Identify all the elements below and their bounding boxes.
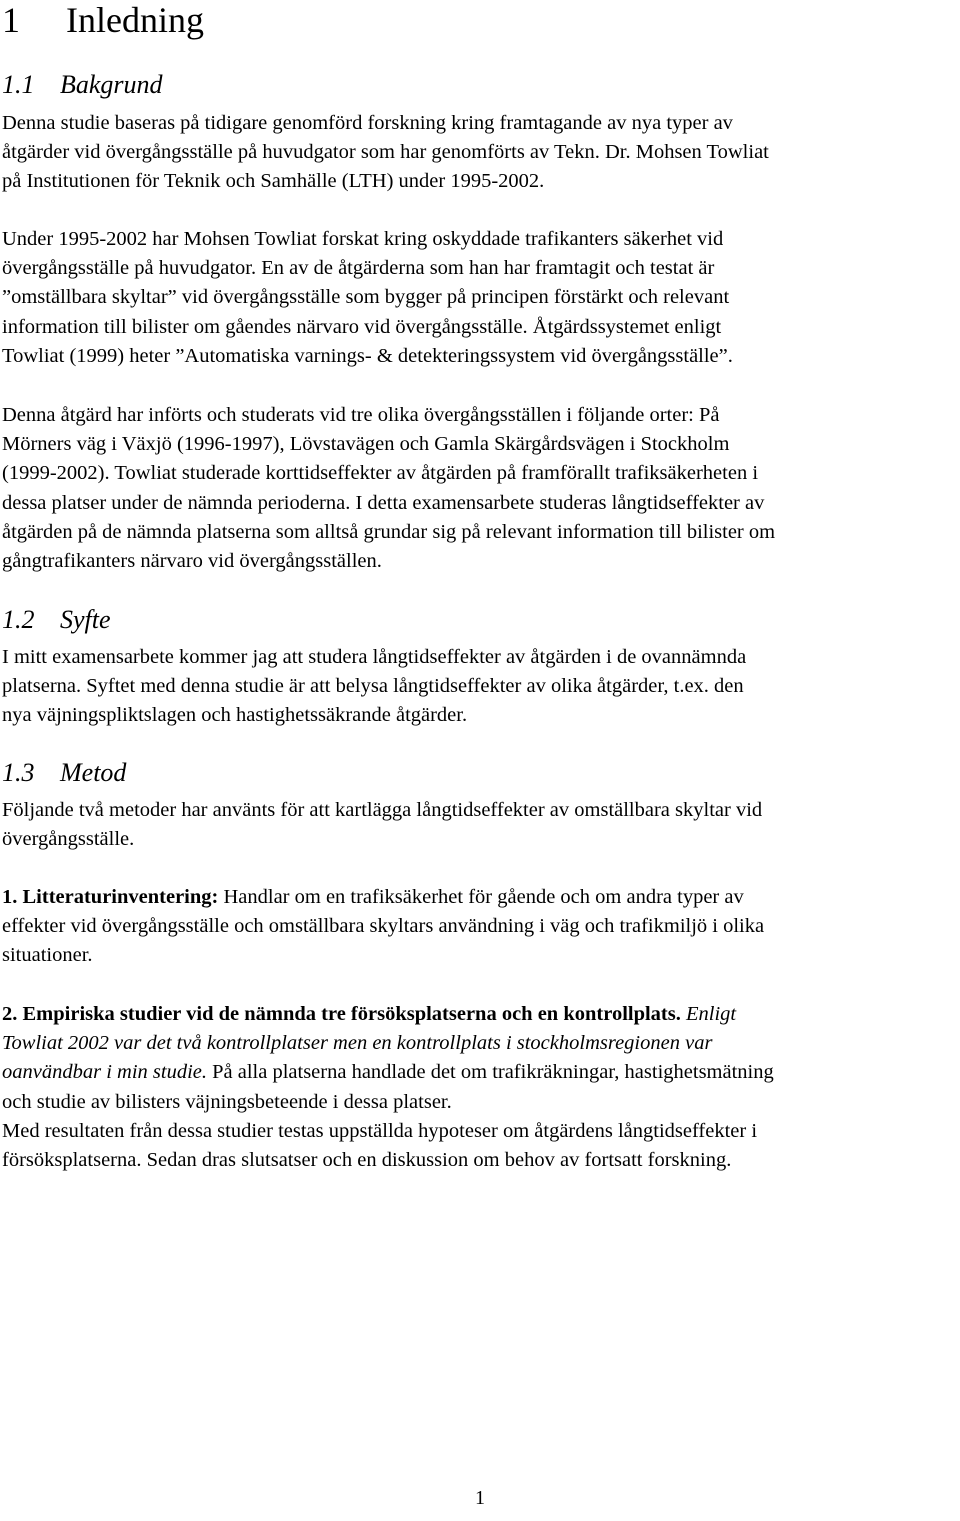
- text-line: nya väjningspliktslagen och hastighetssäkrande åtgärder.: [2, 704, 468, 727]
- section-number: 1.2: [2, 605, 35, 634]
- text-line: [2, 1000, 960, 1029]
- method-item-empiriska-studier: [2, 1000, 960, 1175]
- method-item-litteraturinventering: [2, 883, 960, 971]
- section-heading-bakgrund: [2, 70, 163, 100]
- text-line: Denna studie baseras på tidigare genomförd forskning kring framtagande av nya typer av: [2, 112, 733, 134]
- paragraph-bakgrund-1: [2, 109, 960, 197]
- text-line: Denna åtgärd har införts och studerats vid tre olika övergångsställen i följande orter: På: [2, 404, 720, 426]
- text-line: (1999-2002). Towliat studerade korttidseffekter av åtgärden på framförallt trafiksäkerheten i: [2, 462, 759, 485]
- text-line: Under 1995-2002 har Mohsen Towliat forskat kring oskyddade trafikanters säkerhet vid: [2, 228, 724, 250]
- text-line: I mitt examensarbete kommer jag att studera långtidseffekter av åtgärden i de ovannämnda: [2, 646, 747, 668]
- text-line: effekter vid övergångsställe och omställbara skyltars användning i väg och trafikmiljö i olika: [2, 915, 765, 938]
- page-number: 1: [475, 1487, 485, 1509]
- section-heading-syfte: [2, 605, 111, 635]
- text-line: försöksplatserna. Sedan dras slutsatser och en diskussion om behov av fortsatt forskning.: [2, 1149, 732, 1172]
- text-line: ”omställbara skyltar” vid övergångsställe som bygger på principen förstärkt och relevant: [2, 286, 730, 309]
- text-line: platserna. Syftet med denna studie är att belysa långtidseffekter av olika åtgärder, t.ex. den: [2, 675, 744, 698]
- paragraph-syfte: [2, 643, 960, 731]
- text-line: gångtrafikanters närvaro vid övergångsställen.: [2, 550, 382, 573]
- method-item-label: 2. Empiriska studier vid de nämnda tre försöksplatserna och en kontrollplats.: [2, 1003, 681, 1025]
- text-line: Följande två metoder har använts för att kartlägga långtidseffekter av omställbara skyltar vid: [2, 799, 763, 821]
- paragraph-bakgrund-3: [2, 401, 960, 576]
- text-line: Mörners väg i Växjö (1996-1997), Lövstavägen och Gamla Skärgårdsvägen i Stockholm: [2, 433, 730, 456]
- method-item-text: Handlar om en trafiksäkerhet för gående och om andra typer av: [218, 886, 744, 908]
- section-title: Syfte: [60, 605, 111, 634]
- text-line: information till bilister om gåendes närvaro vid övergångsställe. Åtgärdssystemet enligt: [2, 315, 722, 338]
- method-item-text: På alla platserna handlade det om trafikräkningar, hastighetsmätning: [207, 1061, 774, 1084]
- text-line: situationer.: [2, 944, 93, 967]
- italic-text: oanvändbar i min studie.: [2, 1061, 207, 1084]
- chapter-heading: [2, 0, 204, 40]
- section-title: Bakgrund: [60, 70, 163, 99]
- text-line: åtgärden på de nämnda platserna som alltså grundar sig på relevant information till bilister om: [2, 520, 776, 543]
- italic-text: Enligt: [680, 1003, 737, 1025]
- text-line: och studie av bilisters väjningsbeteende i dessa platser.: [2, 1090, 452, 1113]
- section-number: 1.3: [2, 758, 35, 787]
- text-line: Towliat 2002 var det två kontrollplatser men en kontrollplats i stockholmsregionen var: [2, 1032, 713, 1055]
- text-line: dessa platser under de nämnda perioderna. I detta examensarbete studeras långtidseffekter av: [2, 491, 765, 514]
- text-line: övergångsställe på huvudgator. En av de åtgärderna som han har framtagit och testat är: [2, 257, 715, 280]
- method-item-label: 1. Litteraturinventering:: [2, 886, 219, 908]
- section-heading-metod: [2, 758, 126, 788]
- chapter-number: 1: [2, 0, 20, 40]
- chapter-title: Inledning: [66, 0, 204, 40]
- text-line: [2, 1058, 960, 1087]
- text-line: Med resultaten från dessa studier testas uppställda hypoteser om åtgärdens långtidseffekter i: [2, 1119, 758, 1142]
- section-title: Metod: [60, 758, 127, 787]
- text-line: Towliat (1999) heter ”Automatiska varnings- & detekteringssystem vid övergångsställe”.: [2, 344, 733, 367]
- text-line: åtgärder vid övergångsställe på huvudgator som har genomförts av Tekn. Dr. Mohsen Towliat: [2, 141, 769, 164]
- section-number: 1.1: [2, 70, 35, 99]
- text-line: på Institutionen för Teknik och Samhälle (LTH) under 1995-2002.: [2, 170, 545, 193]
- text-line: [2, 883, 960, 912]
- paragraph-metod-intro: [2, 796, 960, 854]
- text-line: övergångsställe.: [2, 828, 135, 851]
- paragraph-bakgrund-2: [2, 225, 960, 371]
